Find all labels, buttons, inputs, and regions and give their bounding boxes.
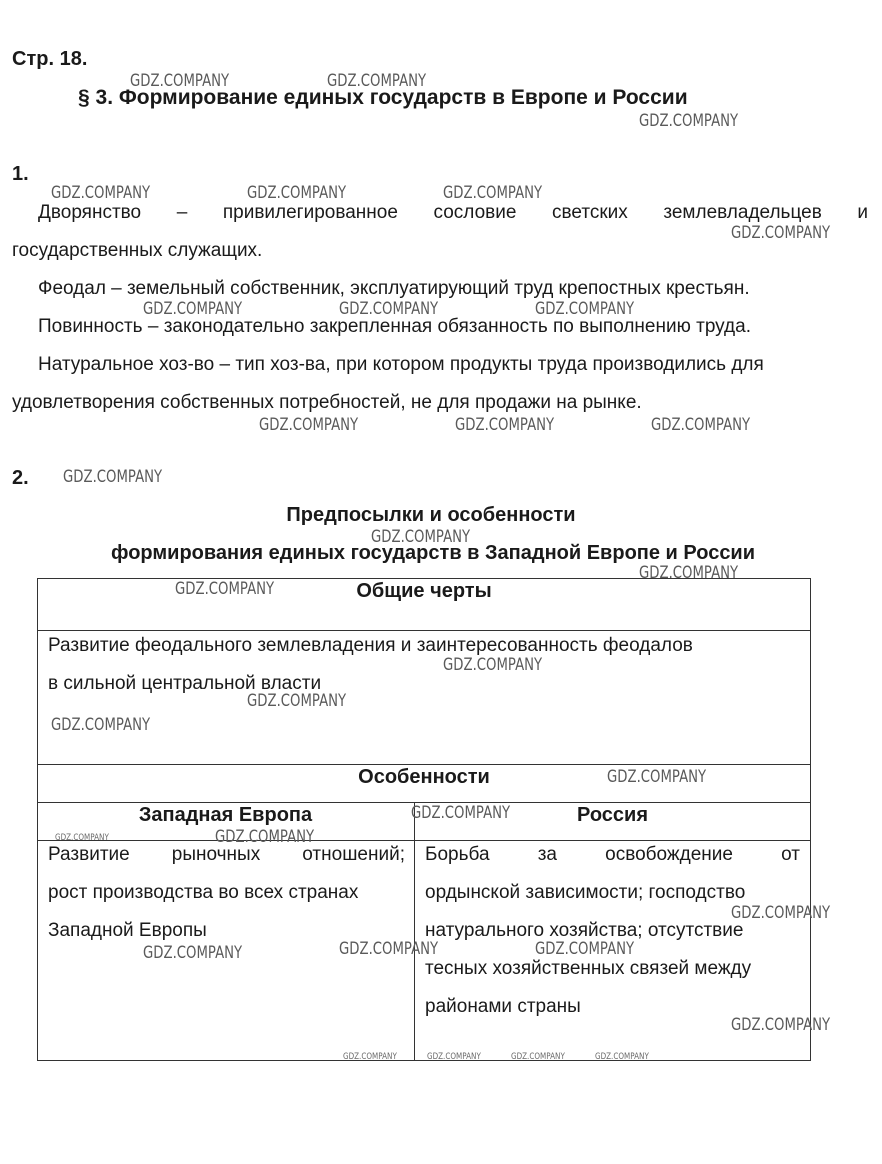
watermark: GDZ.COMPANY — [511, 1052, 565, 1062]
watermark: GDZ.COMPANY — [339, 939, 439, 959]
russia-text: Борьба за освобождение от — [425, 844, 800, 865]
watermark: GDZ.COMPANY — [343, 1052, 397, 1062]
watermark: GDZ.COMPANY — [455, 415, 555, 435]
watermark: GDZ.COMPANY — [55, 833, 109, 843]
watermark: GDZ.COMPANY — [443, 655, 543, 675]
definition-line: Феодал – земельный собственник, эксплуатирующий труд крепостных крестьян. — [38, 278, 750, 299]
watermark: GDZ.COMPANY — [535, 299, 635, 319]
watermark: GDZ.COMPANY — [327, 71, 427, 91]
watermark: GDZ.COMPANY — [130, 71, 230, 91]
column-west-europe: Западная Европа — [138, 804, 313, 826]
definition-line: Натуральное хоз-во – тип хоз-ва, при котором продукты труда производились для — [38, 354, 764, 375]
west-europe-text: рост производства во всех странах — [48, 882, 359, 903]
watermark: GDZ.COMPANY — [535, 939, 635, 959]
features-header: Особенности — [358, 766, 490, 788]
russia-text: тесных хозяйственных связей между — [425, 958, 752, 979]
definition-line: государственных служащих. — [12, 240, 263, 261]
watermark: GDZ.COMPANY — [259, 415, 359, 435]
watermark: GDZ.COMPANY — [639, 563, 739, 583]
definition-line: Дворянство – привилегированное сословие светских землевладельцев и — [38, 202, 868, 223]
task1-number: 1. — [12, 163, 29, 185]
watermark: GDZ.COMPANY — [443, 183, 543, 203]
column-russia: Россия — [576, 804, 648, 826]
watermark: GDZ.COMPANY — [639, 111, 739, 131]
section-title: § 3. Формирование единых государств в Европе и России — [78, 86, 688, 109]
watermark: GDZ.COMPANY — [427, 1052, 481, 1062]
watermark: GDZ.COMPANY — [51, 715, 151, 735]
watermark: GDZ.COMPANY — [215, 827, 315, 847]
watermark: GDZ.COMPANY — [247, 691, 347, 711]
task2-number: 2. — [12, 467, 29, 489]
russia-text: районами страны — [425, 996, 581, 1017]
watermark: GDZ.COMPANY — [371, 527, 471, 547]
definition-line: Повинность – законодательно закрепленная обязанность по выполнению труда. — [38, 316, 751, 337]
watermark: GDZ.COMPANY — [651, 415, 751, 435]
watermark: GDZ.COMPANY — [607, 767, 707, 787]
watermark: GDZ.COMPANY — [731, 1015, 831, 1035]
watermark: GDZ.COMPANY — [51, 183, 151, 203]
watermark: GDZ.COMPANY — [143, 299, 243, 319]
watermark: GDZ.COMPANY — [731, 903, 831, 923]
russia-text: ордынской зависимости; господство — [425, 882, 746, 903]
watermark: GDZ.COMPANY — [143, 943, 243, 963]
common-features-text: Развитие феодального землевладения и заинтересованность феодалов — [48, 635, 693, 656]
watermark: GDZ.COMPANY — [175, 579, 275, 599]
page-label: Стр. 18. — [12, 48, 88, 70]
west-europe-text: Западной Европы — [48, 920, 207, 941]
watermark: GDZ.COMPANY — [339, 299, 439, 319]
watermark: GDZ.COMPANY — [247, 183, 347, 203]
watermark: GDZ.COMPANY — [595, 1052, 649, 1062]
common-features-text: в сильной центральной власти — [48, 673, 322, 694]
table-title-line1: Предпосылки и особенности — [286, 504, 576, 526]
common-features-header: Общие черты — [356, 580, 492, 602]
definition-line: удовлетворения собственных потребностей, не для продажи на рынке. — [12, 392, 642, 413]
table-title-line2: формирования единых государств в Западной Европе и России — [110, 542, 756, 564]
west-europe-text: Развитие рыночных отношений; — [48, 844, 405, 865]
russia-text: натурального хозяйства; отсутствие — [425, 920, 744, 941]
watermark: GDZ.COMPANY — [63, 467, 163, 487]
watermark: GDZ.COMPANY — [411, 803, 511, 823]
watermark: GDZ.COMPANY — [731, 223, 831, 243]
